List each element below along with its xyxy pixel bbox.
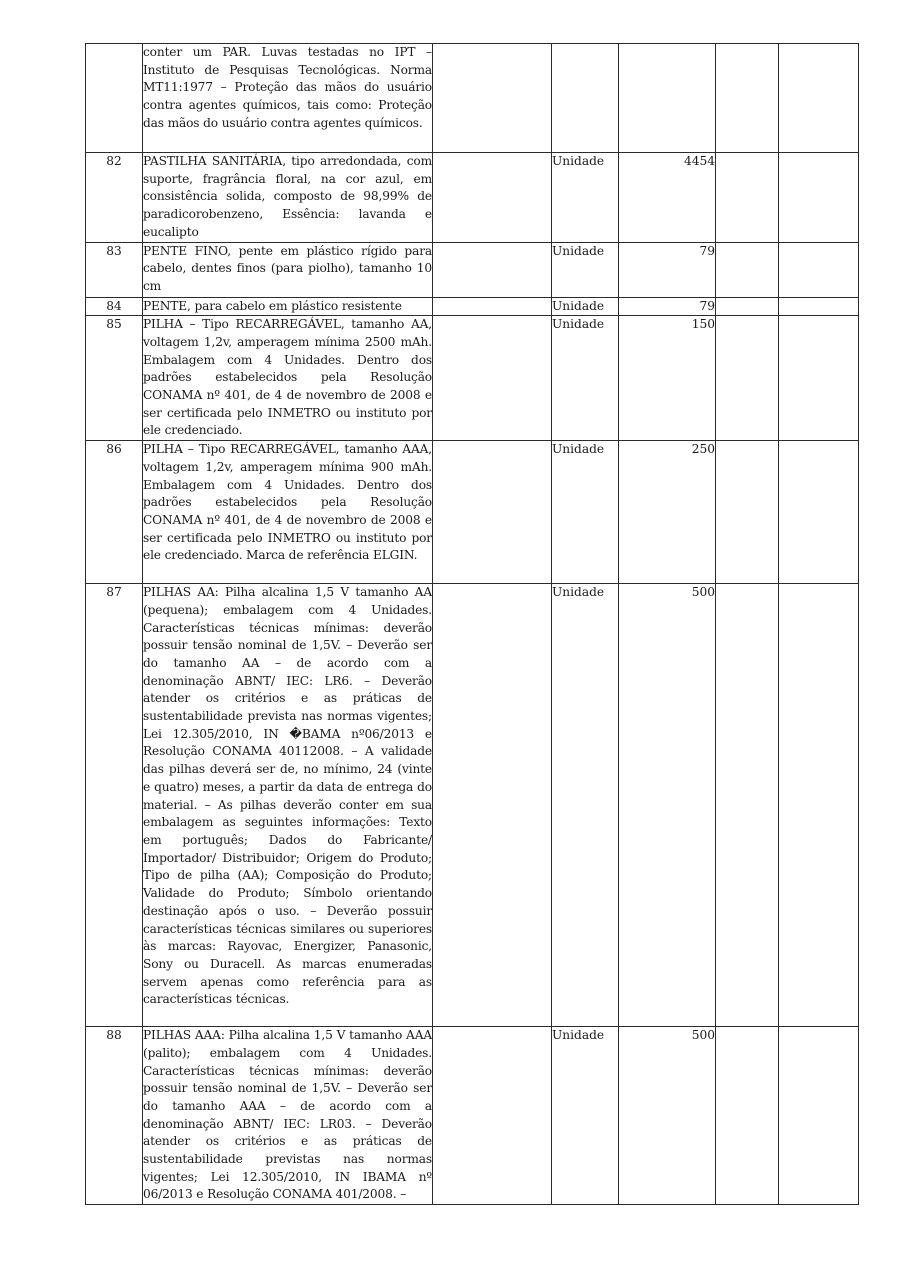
item-total — [779, 242, 859, 297]
item-unit: Unidade — [552, 584, 619, 1027]
item-description: PILHA – Tipo RECARREGÁVEL, tamanho AAA, voltagem 1,2v, amperagem mínima 900 mAh. Embalagem com 4 Unidades. Dentro dos padrões estabelecidos pela Resolução CONAMA nº 401, de 4 de novembro de 2008 e ser certificada pelo INMETRO ou instituto por ele credenciado. Marca de referência ELGIN. — [143, 441, 433, 584]
table-row — [86, 584, 859, 1027]
item-total — [779, 316, 859, 441]
item-brand — [433, 1027, 552, 1205]
item-unit-price — [716, 584, 779, 1027]
items-table — [85, 43, 859, 1205]
item-brand — [433, 44, 552, 153]
item-number: 88 — [86, 1027, 143, 1205]
item-unit: Unidade — [552, 441, 619, 584]
item-number: 86 — [86, 441, 143, 584]
item-unit: Unidade — [552, 297, 619, 316]
item-total — [779, 1027, 859, 1205]
item-brand — [433, 242, 552, 297]
item-unit: Unidade — [552, 316, 619, 441]
item-quantity: 79 — [619, 242, 716, 297]
item-total — [779, 441, 859, 584]
item-unit-price — [716, 242, 779, 297]
item-unit-price — [716, 1027, 779, 1205]
item-brand — [433, 316, 552, 441]
item-total — [779, 297, 859, 316]
item-quantity: 79 — [619, 297, 716, 316]
item-unit: Unidade — [552, 153, 619, 243]
item-unit-price — [716, 297, 779, 316]
item-quantity: 250 — [619, 441, 716, 584]
item-number — [86, 44, 143, 153]
item-unit-price — [716, 44, 779, 153]
item-description: PENTE, para cabelo em plástico resistente — [143, 297, 433, 316]
item-quantity: 150 — [619, 316, 716, 441]
item-brand — [433, 441, 552, 584]
item-number: 82 — [86, 153, 143, 243]
item-unit-price — [716, 316, 779, 441]
item-description: PILHAS AAA: Pilha alcalina 1,5 V tamanho AAA (palito); embalagem com 4 Unidades. Características técnicas mínimas: deverão possuir tensão nominal de 1,5V. – Deverão ser do tamanho AAA – de acordo com a denominação ABNT/ IEC: LR03. – Deverão atender os critérios e as práticas de sustentabilidade previstas nas normas vigentes; Lei 12.305/2010, IN IBAMA nº 06/2013 e Resolução CONAMA 401/2008. – — [143, 1027, 433, 1205]
table-row — [86, 242, 859, 297]
table-row — [86, 44, 859, 153]
item-unit-price — [716, 153, 779, 243]
item-total — [779, 584, 859, 1027]
item-description: PENTE FINO, pente em plástico rígido para cabelo, dentes finos (para piolho), tamanho 10 cm — [143, 242, 433, 297]
item-description: PILHA – Tipo RECARREGÁVEL, tamanho AA, voltagem 1,2v, amperagem mínima 2500 mAh. Embalagem com 4 Unidades. Dentro dos padrões estabelecidos pela Resolução CONAMA nº 401, de 4 de novembro de 2008 e ser certificada pelo INMETRO ou instituto por ele credenciado. — [143, 316, 433, 441]
item-brand — [433, 297, 552, 316]
item-quantity: 500 — [619, 1027, 716, 1205]
item-quantity — [619, 44, 716, 153]
item-description: PASTILHA SANITÁRIA, tipo arredondada, com suporte, fragrância floral, na cor azul, em consistência solida, composto de 98,99% de paradicorobenzeno, Essência: lavanda e eucalipto — [143, 153, 433, 243]
item-number: 84 — [86, 297, 143, 316]
table-row — [86, 153, 859, 243]
item-brand — [433, 584, 552, 1027]
item-number: 83 — [86, 242, 143, 297]
table-row — [86, 316, 859, 441]
item-description: PILHAS AA: Pilha alcalina 1,5 V tamanho AA (pequena); embalagem com 4 Unidades. Características técnicas mínimas: deverão possuir tensão nominal de 1,5V. – Deverão ser do tamanho AA – de acordo com a denominação ABNT/ IEC: LR6. – Deverão atender os critérios e as práticas de sustentabilidade prevista nas normas vigentes; Lei 12.305/2010, IN �BAMA nº06/2013 e Resolução CONAMA 40112008. – A validade das pilhas deverá ser de, no mínimo, 24 (vinte e quatro) meses, a partir da data de entrega do material. – As pilhas deverão conter em sua embalagem as seguintes informações: Texto em português; Dados do Fabricante/ Importador/ Distribuidor; Origem do Produto; Tipo de pilha (AA); Composição do Produto; Validade do Produto; Símbolo orientando destinação após o uso. – Deverão possuir características técnicas similares ou superiores às marcas: Rayovac, Energizer, Panasonic, Sony ou Duracell. As marcas enumeradas servem apenas como referência para as características técnicas. — [143, 584, 433, 1027]
item-quantity: 4454 — [619, 153, 716, 243]
item-number: 87 — [86, 584, 143, 1027]
item-total — [779, 153, 859, 243]
table-row — [86, 441, 859, 584]
item-total — [779, 44, 859, 153]
item-unit — [552, 44, 619, 153]
item-unit-price — [716, 441, 779, 584]
item-unit: Unidade — [552, 1027, 619, 1205]
item-quantity: 500 — [619, 584, 716, 1027]
item-description: conter um PAR. Luvas testadas no IPT – Instituto de Pesquisas Tecnológicas. Norma MT11:1977 – Proteção das mãos do usuário contra agentes químicos, tais como: Proteção das mãos do usuário contra agentes químicos. — [143, 44, 433, 153]
table-row — [86, 297, 859, 316]
item-unit: Unidade — [552, 242, 619, 297]
item-brand — [433, 153, 552, 243]
item-number: 85 — [86, 316, 143, 441]
table-row — [86, 1027, 859, 1205]
